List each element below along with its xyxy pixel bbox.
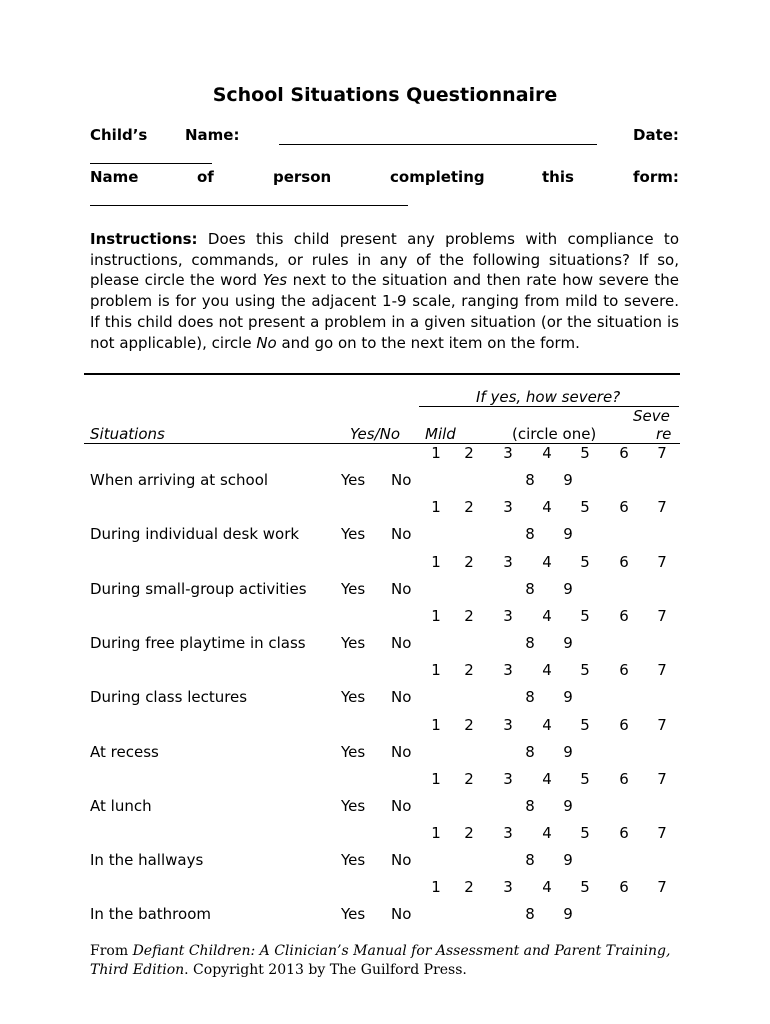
rating-option[interactable]: 2	[464, 769, 474, 788]
rating-option[interactable]: 3	[503, 715, 513, 734]
rating-option[interactable]: 2	[464, 498, 474, 517]
situation-label: In the bathroom	[90, 905, 211, 924]
rating-option[interactable]: 2	[464, 824, 474, 843]
rating-option[interactable]: 9	[563, 742, 573, 761]
rating-option[interactable]: 8	[525, 742, 535, 761]
rating-option[interactable]: 6	[619, 606, 629, 625]
instructions-text-2: next to the situation and then rate how severe the problem is for you using the adjacent 1-9 scale, ranging from mild to severe. If this child does not present a problem in a given situation (or the situation is not applicable), circle	[90, 271, 679, 352]
rating-option[interactable]: 4	[542, 824, 552, 843]
no-option[interactable]: No	[391, 579, 412, 598]
yes-option[interactable]: Yes	[341, 633, 366, 652]
rating-option[interactable]: 1	[431, 715, 441, 734]
rating-option[interactable]: 3	[503, 552, 513, 571]
circle-one-header: (circle one)	[512, 425, 597, 443]
situations-header: Situations	[90, 425, 165, 443]
rating-option[interactable]: 8	[525, 688, 535, 707]
completer-word-1: Name	[90, 168, 139, 186]
completer-name-field[interactable]	[90, 205, 408, 206]
date-label: Date:	[633, 126, 679, 144]
rating-option[interactable]: 3	[503, 769, 513, 788]
mild-header: Mild	[425, 425, 456, 443]
rating-option[interactable]: 6	[619, 824, 629, 843]
rating-option[interactable]: 7	[657, 552, 667, 571]
child-name-label: Child’s	[90, 126, 148, 144]
rating-option[interactable]: 6	[619, 552, 629, 571]
rating-option[interactable]: 3	[503, 878, 513, 897]
situation-label: At recess	[90, 742, 159, 761]
no-option[interactable]: No	[391, 905, 412, 924]
rating-option[interactable]: 8	[525, 525, 535, 544]
rating-option[interactable]: 7	[657, 661, 667, 680]
rating-option[interactable]: 2	[464, 715, 474, 734]
rating-option[interactable]: 4	[542, 769, 552, 788]
situation-label: During individual desk work	[90, 525, 300, 544]
no-option[interactable]: No	[391, 742, 412, 761]
rating-option[interactable]: 4	[542, 552, 552, 571]
situation-label: In the hallways	[90, 851, 204, 870]
severe-header-1: Seve	[633, 407, 670, 425]
rating-option[interactable]: 8	[525, 905, 535, 924]
rating-option[interactable]: 5	[580, 824, 590, 843]
rating-option[interactable]: 8	[525, 579, 535, 598]
rating-option[interactable]: 9	[563, 525, 573, 544]
rating-option[interactable]: 5	[580, 715, 590, 734]
yes-option[interactable]: Yes	[341, 525, 366, 544]
completer-word-6: form:	[633, 168, 679, 186]
yes-option[interactable]: Yes	[341, 471, 366, 489]
completer-word-4: completing	[390, 168, 485, 186]
situation-label: At lunch	[90, 796, 152, 815]
severe-header-2: re	[656, 425, 672, 443]
rating-option[interactable]: 1	[431, 606, 441, 625]
rating-option[interactable]: 3	[503, 444, 513, 462]
rating-option[interactable]: 1	[431, 769, 441, 788]
rating-option[interactable]: 2	[464, 444, 474, 462]
rating-option[interactable]: 9	[563, 579, 573, 598]
no-option[interactable]: No	[391, 796, 412, 815]
rating-option[interactable]: 4	[542, 444, 552, 462]
yes-option[interactable]: Yes	[341, 851, 366, 870]
rating-option[interactable]: 7	[657, 769, 667, 788]
completer-word-3: person	[273, 168, 332, 186]
rating-option[interactable]: 1	[431, 661, 441, 680]
rating-option[interactable]: 6	[619, 715, 629, 734]
rating-option[interactable]: 5	[580, 769, 590, 788]
rating-option[interactable]: 8	[525, 471, 535, 489]
yes-option[interactable]: Yes	[341, 796, 366, 815]
instructions-text-3: and go on to the next item on the form.	[276, 333, 580, 352]
rating-option[interactable]: 7	[657, 878, 667, 897]
rating-option[interactable]: 2	[464, 661, 474, 680]
rating-option[interactable]: 7	[657, 498, 667, 517]
rating-option[interactable]: 1	[431, 552, 441, 571]
rating-option[interactable]: 9	[563, 633, 573, 652]
completer-word-5: this	[542, 168, 574, 186]
rating-option[interactable]: 3	[503, 498, 513, 517]
rating-option[interactable]: 1	[431, 498, 441, 517]
situation-label: During free playtime in class	[90, 633, 306, 652]
rating-option[interactable]: 5	[580, 552, 590, 571]
completer-word-2: of	[197, 168, 214, 186]
rating-option[interactable]: 7	[657, 606, 667, 625]
rating-option[interactable]: 4	[542, 715, 552, 734]
rating-option[interactable]: 6	[619, 769, 629, 788]
rating-option[interactable]: 6	[619, 498, 629, 517]
rating-option[interactable]: 4	[542, 878, 552, 897]
rating-option[interactable]: 5	[580, 444, 590, 462]
instructions-paragraph	[90, 229, 679, 353]
instructions-no: No	[256, 333, 277, 352]
rating-option[interactable]: 4	[542, 661, 552, 680]
yes-option[interactable]: Yes	[341, 905, 366, 924]
rating-option[interactable]: 6	[619, 878, 629, 897]
yes-option[interactable]: Yes	[341, 688, 366, 707]
no-option[interactable]: No	[391, 688, 412, 707]
rating-option[interactable]: 3	[503, 661, 513, 680]
rating-option[interactable]: 2	[464, 552, 474, 571]
rating-option[interactable]: 8	[525, 796, 535, 815]
table-top-rule	[84, 373, 680, 375]
yes-option[interactable]: Yes	[341, 742, 366, 761]
page-title: School Situations Questionnaire	[212, 84, 558, 106]
no-option[interactable]: No	[391, 525, 412, 544]
rating-option[interactable]: 7	[657, 715, 667, 734]
rating-option[interactable]: 7	[657, 824, 667, 843]
situation-label: During small-group activities	[90, 579, 307, 598]
rating-option[interactable]: 1	[431, 878, 441, 897]
rating-option[interactable]: 7	[657, 444, 667, 462]
rating-option[interactable]: 1	[431, 444, 441, 462]
rating-option[interactable]: 6	[619, 661, 629, 680]
footer-suffix: . Copyright 2013 by The Guilford Press.	[184, 962, 467, 978]
yesno-header: Yes/No	[350, 425, 401, 443]
rating-option[interactable]: 9	[563, 688, 573, 707]
no-option[interactable]: No	[391, 633, 412, 652]
child-name-label-2: Name:	[185, 126, 240, 144]
rating-option[interactable]: 3	[503, 606, 513, 625]
no-option[interactable]: No	[391, 471, 412, 489]
rating-option[interactable]: 5	[580, 878, 590, 897]
rating-option[interactable]: 9	[563, 905, 573, 924]
rating-option[interactable]: 4	[542, 606, 552, 625]
copyright-footer	[90, 942, 680, 980]
rating-option[interactable]: 9	[563, 471, 573, 489]
date-field[interactable]	[90, 163, 212, 164]
situation-label: During class lectures	[90, 688, 248, 707]
rating-option[interactable]: 5	[580, 606, 590, 625]
instructions-label: Instructions:	[90, 230, 198, 248]
rating-option[interactable]: 5	[580, 661, 590, 680]
rating-option[interactable]: 9	[563, 796, 573, 815]
rating-option[interactable]: 4	[542, 498, 552, 517]
rating-option[interactable]: 8	[525, 851, 535, 870]
footer-prefix: From	[90, 943, 133, 959]
no-option[interactable]: No	[391, 851, 412, 870]
child-name-field[interactable]	[279, 144, 597, 145]
rating-option[interactable]: 2	[464, 606, 474, 625]
rating-option[interactable]: 5	[580, 498, 590, 517]
rating-option[interactable]: 6	[619, 444, 629, 462]
situation-label: When arriving at school	[90, 471, 269, 489]
yes-option[interactable]: Yes	[341, 579, 366, 598]
footer-book-title: Defiant Children: A Clinician’s Manual for Assessment and Parent Training, Third Edition	[90, 943, 671, 978]
instructions-text-1: Does this child present any problems with compliance to instructions, commands, or rules in any of the following situations? If so, please circle the word	[90, 230, 679, 290]
severity-header: If yes, how severe?	[476, 388, 621, 406]
rating-option[interactable]: 2	[464, 878, 474, 897]
rating-option[interactable]: 1	[431, 824, 441, 843]
rating-option[interactable]: 9	[563, 851, 573, 870]
rating-option[interactable]: 3	[503, 824, 513, 843]
instructions-yes: Yes	[262, 271, 288, 290]
rating-option[interactable]: 8	[525, 633, 535, 652]
